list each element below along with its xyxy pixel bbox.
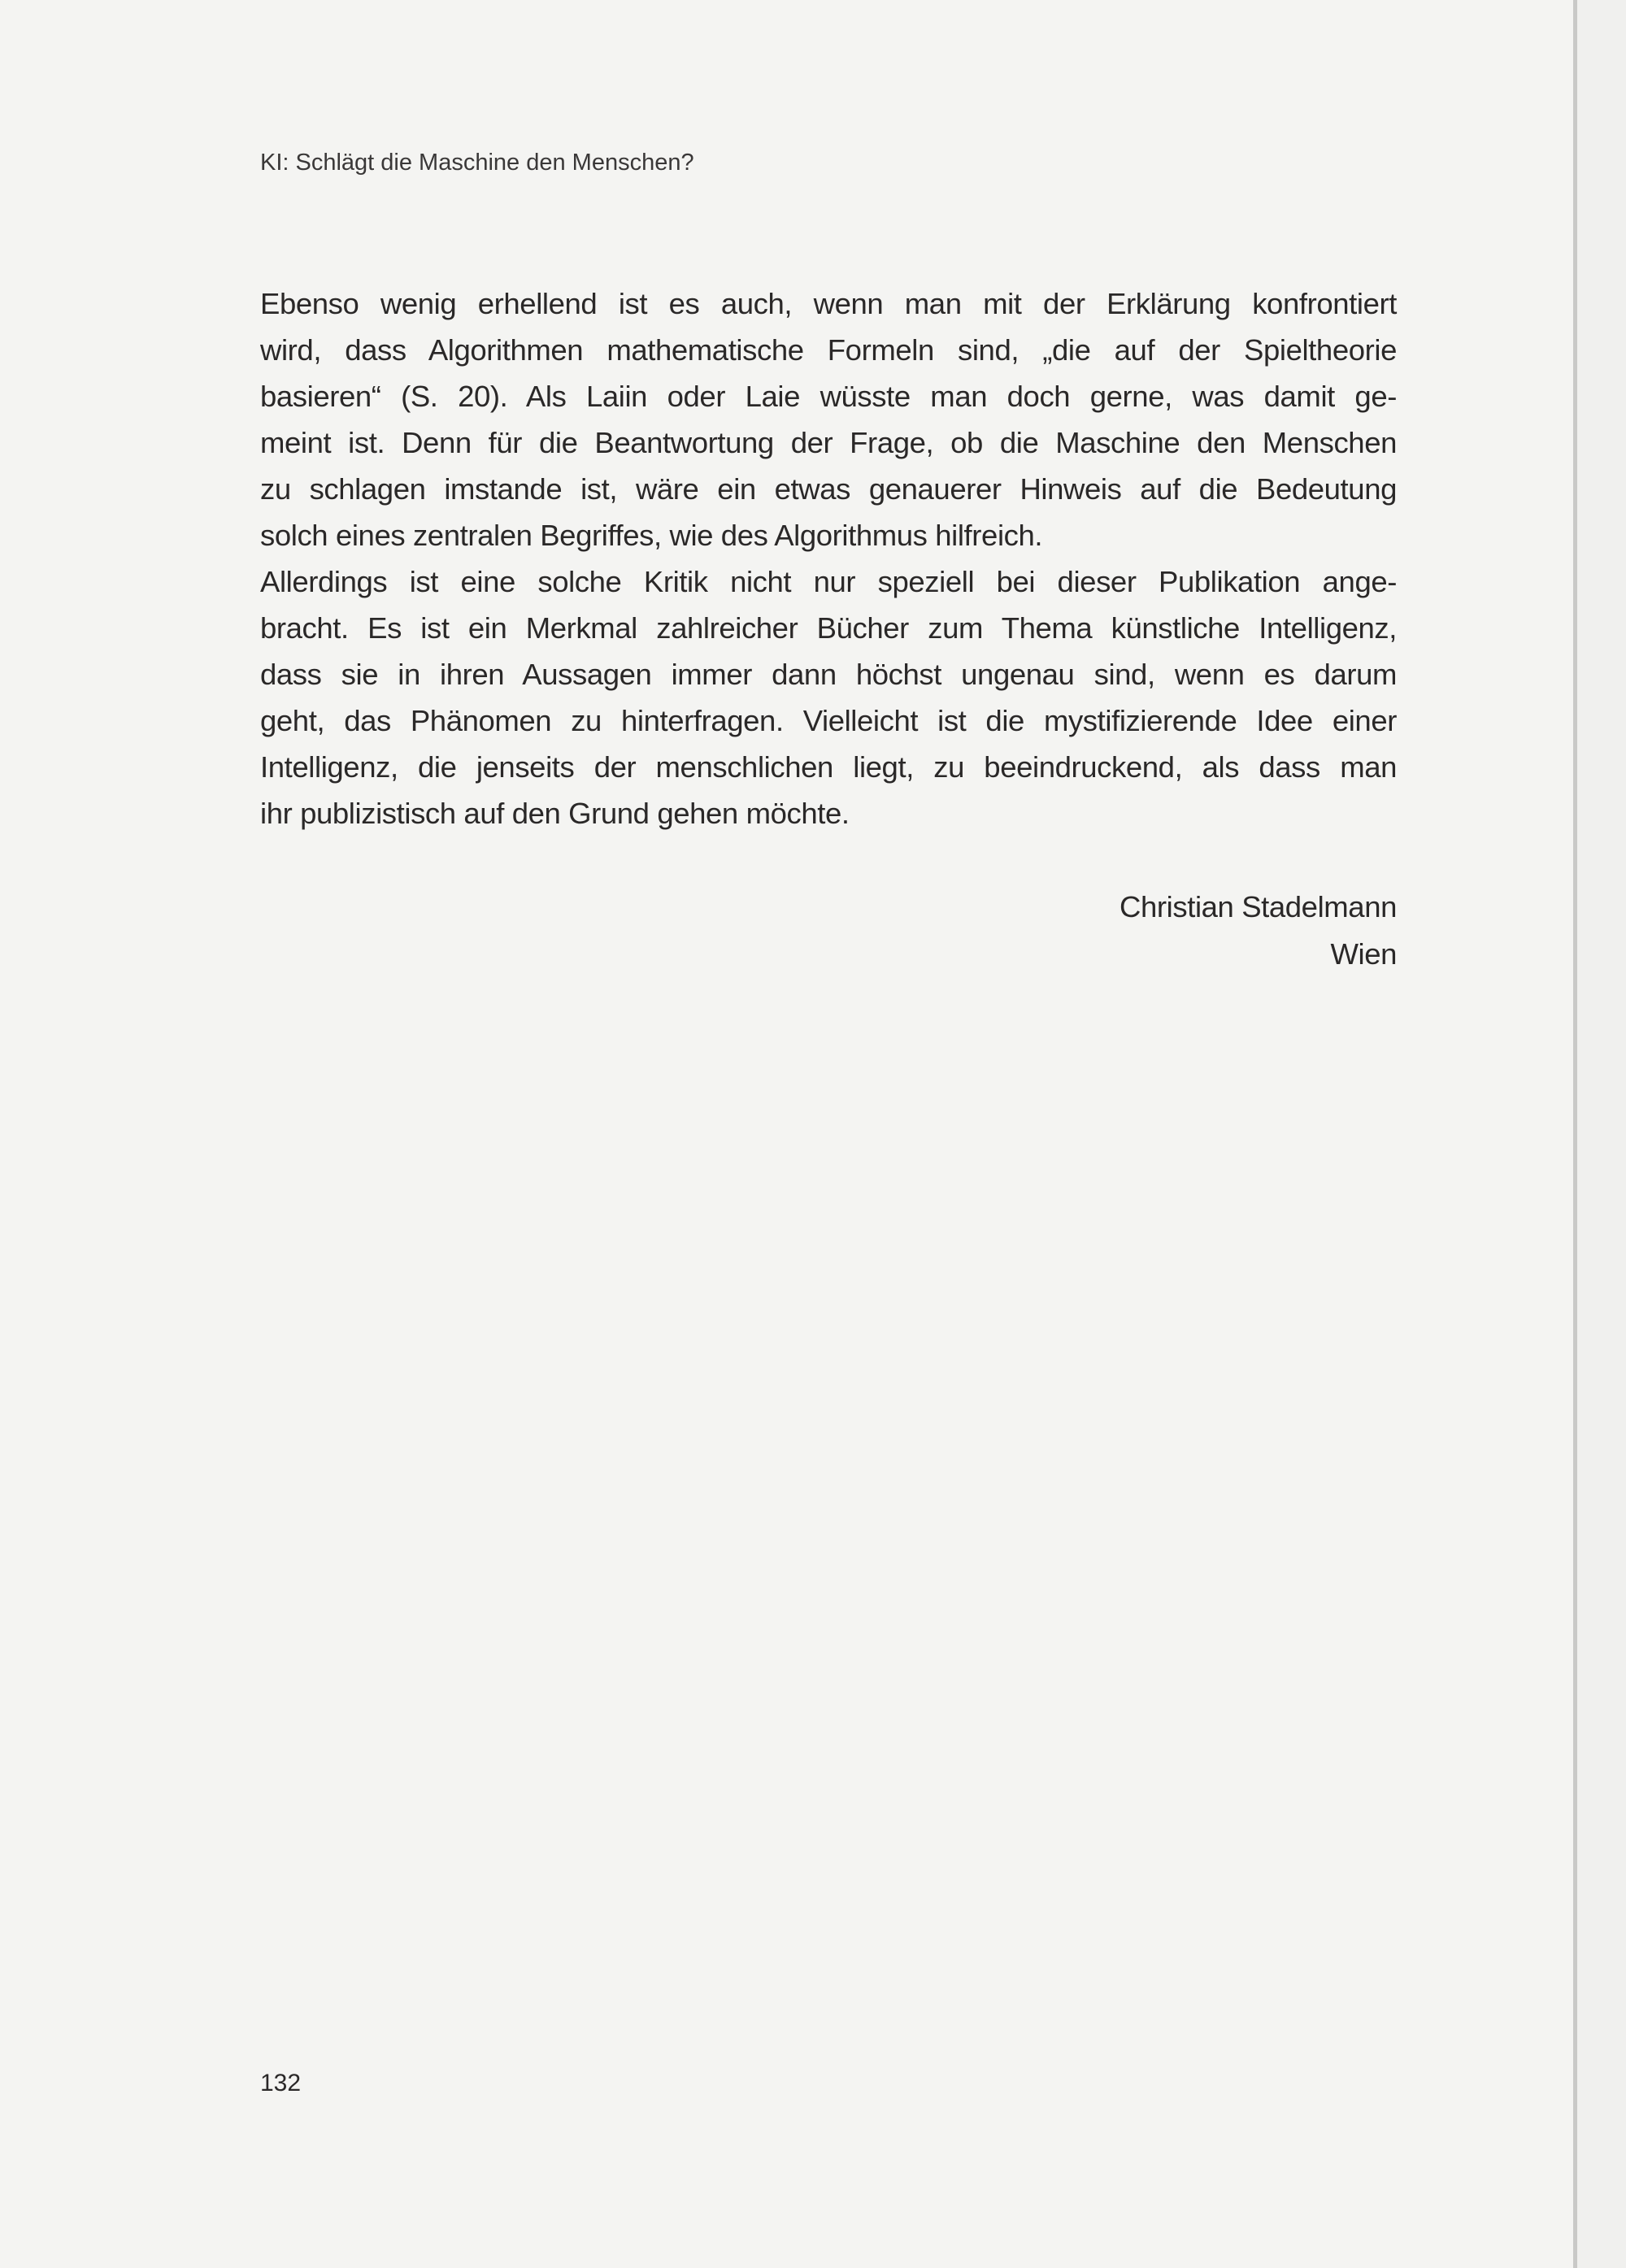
text-line: Allerdings ist eine solche Kritik nicht nur speziell bei dieser Publikation ange- bbox=[260, 565, 1397, 598]
signature-author: Christian Stadelmann bbox=[1120, 890, 1397, 923]
text-line: Ebenso wenig erhellend ist es auch, wenn man mit der Erklärung konfrontiert bbox=[260, 287, 1397, 320]
paragraph-1 bbox=[260, 280, 1397, 558]
text-line: bracht. Es ist ein Merkmal zahlreicher Bücher zum Thema künstliche Intelligenz, bbox=[260, 611, 1397, 645]
text-line: zu schlagen imstande ist, wäre ein etwas genauerer Hinweis auf die Bedeutung bbox=[260, 472, 1397, 506]
body-text bbox=[260, 280, 1397, 836]
text-line: dass sie in ihren Aussagen immer dann höchst ungenau sind, wenn es darum bbox=[260, 658, 1397, 691]
text-line: Intelligenz, die jenseits der menschlichen liegt, zu beeindruckend, als dass man bbox=[260, 750, 1397, 784]
page-number: 132 bbox=[260, 2070, 302, 2096]
text-line: solch eines zentralen Begriffes, wie des Algorithmus hilfreich. bbox=[260, 519, 1043, 552]
text-line: ihr publizistisch auf den Grund gehen möchte. bbox=[260, 797, 850, 830]
text-line: wird, dass Algorithmen mathematische Formeln sind, „die auf der Spieltheorie bbox=[260, 333, 1397, 367]
text-line: basieren“ (S. 20). Als Laiin oder Laie wüsste man doch gerne, was damit ge- bbox=[260, 380, 1397, 413]
text-line: geht, das Phänomen zu hinterfragen. Vielleicht ist die mystifizierende Idee einer bbox=[260, 704, 1397, 737]
text-line: meint ist. Denn für die Beantwortung der Frage, ob die Maschine den Menschen bbox=[260, 426, 1397, 459]
signature-place: Wien bbox=[1330, 937, 1397, 971]
paragraph-2 bbox=[260, 558, 1397, 836]
next-page-strip bbox=[1577, 0, 1626, 2268]
running-header: KI: Schlägt die Maschine den Menschen? bbox=[260, 150, 694, 176]
